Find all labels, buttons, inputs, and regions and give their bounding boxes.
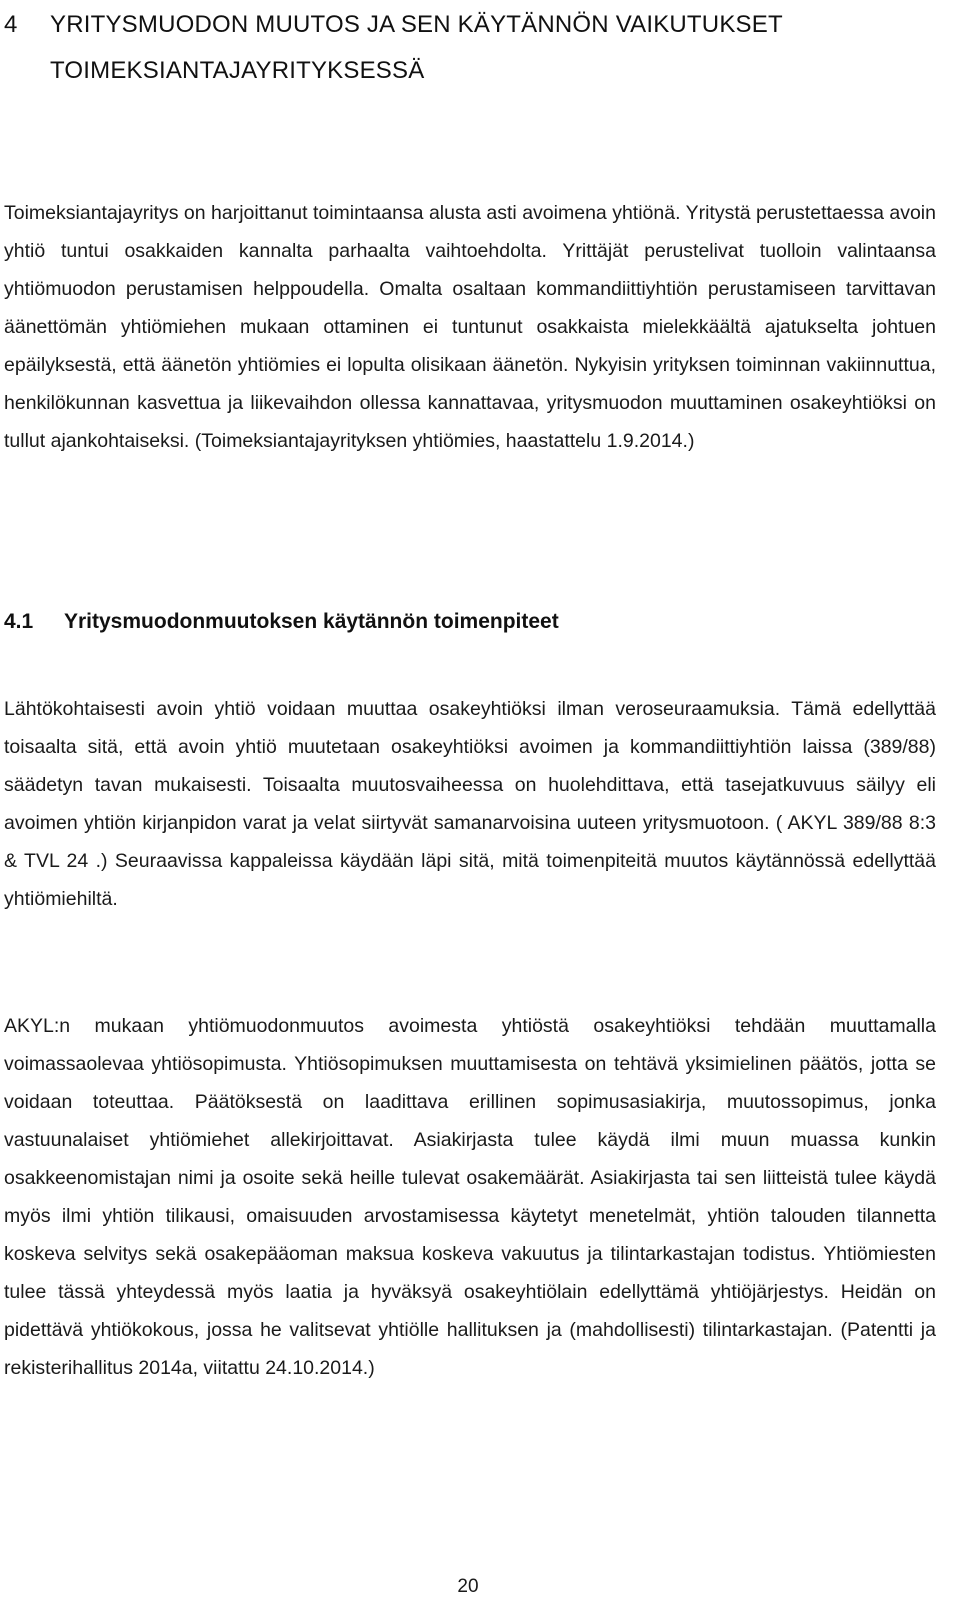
- section-heading: [4, 600, 936, 644]
- paragraph-background: Toimeksiantajayritys on harjoittanut toimintaansa alusta asti avoimena yhtiönä. Yritystä perustettaessa avoin yhtiö tuntui osakkaiden kannalta parhaalta vaihtoehdolta. Yrittäjät perustelivat tuolloin valintaansa yhtiömuodon perustamisen helppoudella. Omalta osaltaan kommandiittiyhtiön perustamiseen tarvittavan äänettömän yhtiömiehen mukaan ottaminen ei tuntunut osakkaista mielekkäältä ajatukselta johtuen epäilyksestä, että äänetön yhtiömies ei lopulta olisikaan äänetön. Nykyisin yrityksen toiminnan vakiinnuttua, henkilökunnan kasvettua ja liikevaihdon ollessa kannattavaa, yritysmuodon muuttaminen osakeyhtiöksi on tullut ajankohtaiseksi. (Toimeksiantajayrityksen yhtiömies, haastattelu 1.9.2014.): [4, 202, 936, 452]
- page-number: 20: [457, 1576, 479, 1597]
- section-number: 4.1: [4, 610, 34, 633]
- chapter-heading: [4, 2, 944, 94]
- paragraph-akyl-procedure: AKYL:n mukaan yhtiömuodonmuutos avoimesta yhtiöstä osakeyhtiöksi tehdään muuttamalla voimassaolevaa yhtiösopimusta. Yhtiösopimuksen muuttamisesta on tehtävä yksimielinen päätös, jotta se voidaan toteuttaa. Päätöksestä on laadittava erillinen sopimusasiakirja, muutossopimus, jonka vastuunalaiset yhtiömiehet allekirjoittavat. Asiakirjasta tulee käydä ilmi muun muassa kunkin osakkeenomistajan nimi ja osoite sekä heille tulevat osakemäärät. Asiakirjasta tai sen liitteistä tulee käydä myös ilmi yhtiön tilikausi, omaisuuden arvostamisessa käytetyt menetelmät, yhtiön talouden tilannetta koskeva selvitys sekä osakepääoman maksua koskeva vakuutus ja tilintarkastajan todistus. Yhtiömiesten tulee tässä yhteydessä myös laatia ja hyväksyä osakeyhtiölain edellyttämä yhtiöjärjestys. Heidän on pidettävä yhtiökokous, jossa he valitsevat yhtiölle hallituksen ja (mahdollisesti) tilintarkastajan. (Patentti ja rekisterihallitus 2014a, viitattu 24.10.2014.): [4, 1015, 936, 1379]
- paragraph-tax-consequences: Lähtökohtaisesti avoin yhtiö voidaan muuttaa osakeyhtiöksi ilman veroseuraamuksia. Tämä edellyttää toisaalta sitä, että avoin yhtiö muutetaan osakeyhtiöksi avoimen ja kommandiittiyhtiön laissa (389/88) säädetyn tavan mukaisesti. Toisaalta muutosvaiheessa on huolehdittava, että tasejatkuvuus säilyy eli avoimen yhtiön kirjanpidon varat ja velat siirtyvät samanarvoisina uuteen yritysmuotoon. ( AKYL 389/88 8:3 & TVL 24 .) Seuraavissa kappaleissa käydään läpi sitä, mitä toimenpiteitä muutos käytännössä edellyttää yhtiömiehiltä.: [4, 698, 936, 910]
- chapter-title: YRITYSMUODON MUUTOS JA SEN KÄYTÄNNÖN VAIKUTUKSET TOIMEKSIANTAJAYRITYKSESSÄ: [50, 11, 783, 84]
- chapter-number: 4: [4, 11, 18, 38]
- section-title: Yritysmuodonmuutoksen käytännön toimenpiteet: [64, 610, 559, 633]
